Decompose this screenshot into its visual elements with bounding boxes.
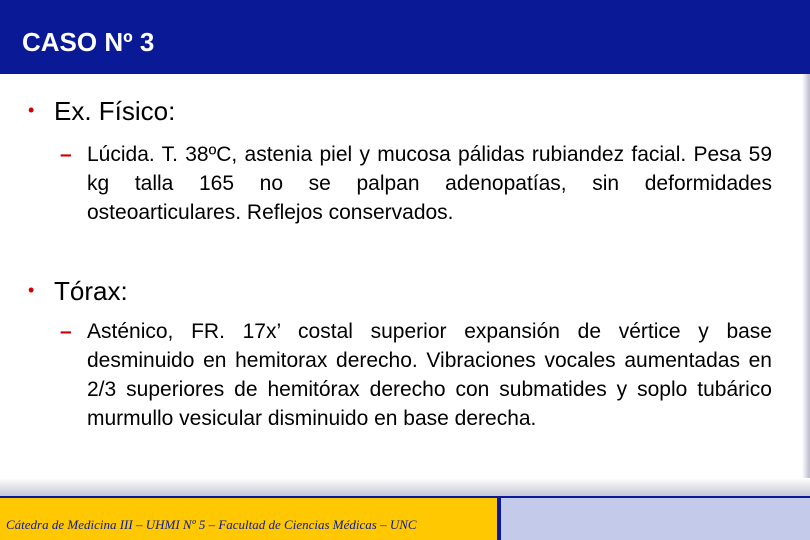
section-text-exam: Lúcida. T. 38ºC, astenia piel y mucosa pálidas rubiandez facial. Pesa 59 kg talla 165 no se palpan adenopatías, sin deformidades osteoarticulares. Reflejos conservados. (87, 143, 772, 224)
footer (0, 496, 810, 540)
slide-title: CASO Nº 3 (22, 27, 155, 57)
sub-item-exam (60, 140, 772, 227)
section-heading-thorax: Tórax: (54, 276, 128, 306)
bullet-dot-icon: • (28, 99, 35, 120)
footer-text: Cátedra de Medicina III – UHMI Nº 5 – Facultad de Ciencias Médicas – UNC (6, 517, 417, 532)
section-heading-exam: Ex. Físico: (54, 96, 176, 126)
footer-right-band (497, 496, 810, 540)
title-bar (0, 0, 810, 74)
dash-icon: – (60, 143, 72, 166)
bullet-thorax (28, 276, 128, 307)
bullet-dot-icon: • (28, 279, 35, 300)
section-text-thorax: Asténico, FR. 17x’ costal superior expansión de vértice y base desminuido en hemitorax derecho. Vibraciones vocales aumentadas en 2/3 superiores de hemitórax derecho con submatides y soplo tubárico murmullo vesicular disminuido en base derecha. (87, 320, 772, 430)
dash-icon: – (60, 320, 72, 343)
sub-item-thorax (60, 317, 772, 433)
bullet-exam (28, 96, 175, 127)
bottom-shadow (0, 478, 810, 496)
right-shadow (802, 74, 810, 498)
footer-left-band (0, 496, 497, 540)
